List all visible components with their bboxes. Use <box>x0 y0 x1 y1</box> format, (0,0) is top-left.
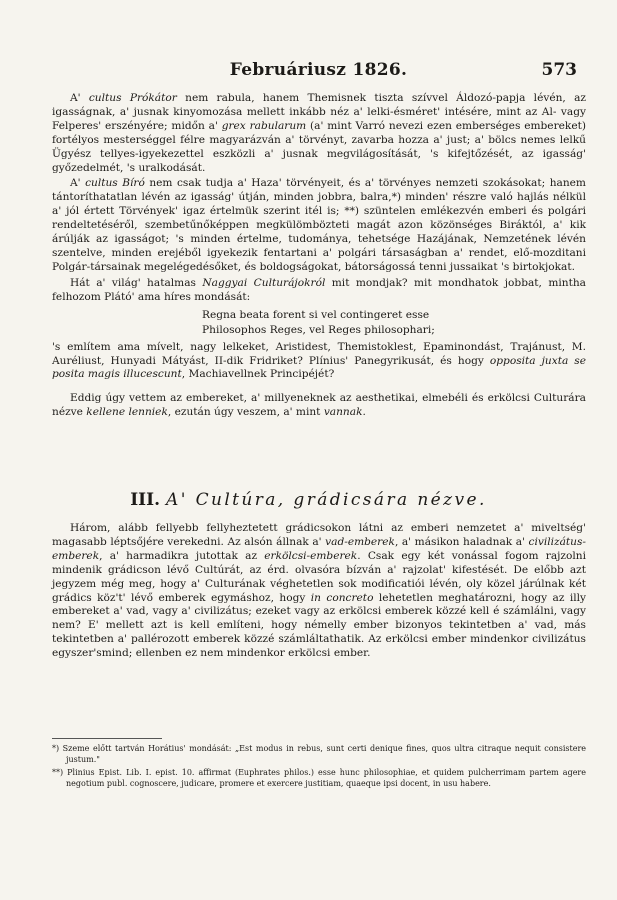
text-run: A' <box>70 92 89 104</box>
paragraph-cultus-biro <box>52 177 586 274</box>
text-run: nem csak tudja a' Haza' törvényeit, és a' törvényes nemzeti szokásokat; hanem tántoríthatatlan lévén az igasság' útján, minden jobbra, balra,*) minden' részre való hajlás nélkül a' jól értett Törvények' igaz értelmük szerint itél is; **) szüntelen emlékezvén emberi és polgári rendeltetéséről, szembetűnőképpen megkülömbözteti magát azon közönséges Biráktól, a' kik árúlják az igasságot; 's minden értelme, tudománya, tehetsége Hazájának, Nemzetének lévén szentelve, minden erejéből igyekezik fentartani a' polgári társaságban a' rendet, elő-mozditani Polgár-társainak megelégedésőket, és boldogságokat, bátorságossá tenni jussaikat 's birtokjokat. <box>52 177 586 273</box>
text-run: , ezután úgy veszem, a' mint <box>167 406 324 419</box>
italic-term: opposita juxta se posita magis illucescunt <box>52 354 586 381</box>
italic-term: civilizátus-emberek <box>52 535 586 562</box>
text-run: , a' másikon haladnak a' <box>394 535 529 548</box>
text-run: , Machiavellnek Principéjét? <box>181 368 335 381</box>
text-run: Három, alább fellyebb fellyheztetett grádicsokon látni az emberi nemzetet a' miveltség' magasabb léptsőjére verekedni. Az alsón állnak a' <box>52 522 586 548</box>
paragraph-summary <box>52 392 586 420</box>
italic-term: in concreto <box>310 591 374 604</box>
footnotes <box>52 744 586 792</box>
quote-line: Regna beata forent si vel contingeret esse <box>202 308 430 321</box>
plato-quote <box>52 308 586 338</box>
section-heading <box>0 490 617 510</box>
italic-term: vannak <box>323 406 363 419</box>
italic-term: erkölcsi-emberek <box>264 549 358 562</box>
text-run: mit mondjak? mit mondhatok jobbat, mintha felhozom Plátó' ama híres mondását: <box>52 276 586 303</box>
main-text-upper <box>52 92 586 422</box>
footnote-separator <box>52 738 162 739</box>
main-text-lower <box>52 522 586 663</box>
paragraph-culture-levels <box>52 522 586 661</box>
text-run: lehetetlen meghatározni, hogy az illy embereket a' vad, vagy a' civilizátus; ezeket vagy az erkölcsi emberek közzé kell é számlálni, vagy nem? E' mellett azt is kell említeni, hogy némelly ember bizonyos tekintetben a' vad, más tekintetben a' pallérozott emberek közzé számláltathatik. Az erkölcsi ember mindenkor civilizátus egyszer'smind; ellenben ez nem mindenkor erkölcsi ember. <box>52 591 586 660</box>
text-run: (a' mint Varró nevezi ezen emberséges embereket) fortélyos mesterséggel félre magyarázván a' törvényt, zavarba hozza a' just; a' bölcs nemes lelkű Ügyész tellyes-igyekezettel eszközli a' jusnak megvilágosítását, 's kifejtőzését, az igasság' győzedelmét, 's uralkodását. <box>52 119 586 174</box>
footnote: **) Plinius Epist. Lib. I. epist. 10. affirmat (Euphrates philos.) esse hunc philosophiae, et quidem pulcherrimam partem agere negotium publ. cognoscere, judicare, promere et exercere justitiam, quaeque ipsi docent, in usu habere. <box>52 768 586 788</box>
running-title: Februáriusz 1826. <box>229 60 408 80</box>
quote-line: Philosophos Reges, vel Reges philosophari; <box>202 323 435 336</box>
text-run: A' <box>70 177 86 190</box>
italic-term: cultus Prókátor <box>88 92 177 104</box>
page-header <box>60 60 577 84</box>
page-number: 573 <box>541 60 577 80</box>
section-title: A' Cultúra, grádicsára nézve. <box>166 490 487 510</box>
text-run: Hát a' világ' hatalmas <box>70 276 203 289</box>
paragraph-naggyai <box>52 277 586 305</box>
italic-term: vad-emberek <box>325 535 395 548</box>
text-run: , a' harmadikra jutottak az <box>99 549 265 562</box>
section-number: III. <box>130 490 161 510</box>
text-run: . <box>362 406 366 419</box>
text-run: nem rabula, hanem Themisnek tiszta szívvel Áldozó-papja lévén, az igasságnak, a' jusnak kinyomozása mellett inkább néz a' lelki-ésméret' intésére, mint az Al- vagy Felperes' erszényére; midőn a' <box>52 92 586 132</box>
text-run: Eddig úgy vettem az embereket, a' millyeneknek az aesthetikai, elmebéli és erkölcsi Culturára nézve <box>52 392 586 419</box>
paragraph-cultus-prokator <box>52 92 586 175</box>
italic-term: cultus Bíró <box>85 177 145 190</box>
italic-term: grex rabularum <box>221 119 307 132</box>
paragraph-after-quote <box>52 341 586 383</box>
text-run: 's említem ama mívelt, nagy lelkeket, Aristidest, Themistoklest, Epaminondást, Trajánust, M. Auréliust, Hunyadi Mátyást, II-dik Fridriket? Plínius' Panegyrikusát, és hogy <box>52 340 586 367</box>
text-run: . Csak egy két vonással fogom rajzolni mindenik grádicson lévő Cultúrát, az érd. olvasóra bízván a' rajzolat' kifestését. De előbb azt jegyzem még meg, hogy a' Culturának véghetetlen sok modificatiói lévén, oly közel járúlnak két grádics köz't' lévő emberek egymáshoz, hogy <box>52 549 586 604</box>
footnote: *) Szeme előtt tartván Horátius' mondását: „Est modus in rebus, sunt certi denique fines, quos ultra citraque nequit consistere justum." <box>52 744 586 764</box>
italic-term: kellene lenniek <box>86 406 168 419</box>
italic-term: Naggyai Culturájokról <box>202 276 326 289</box>
